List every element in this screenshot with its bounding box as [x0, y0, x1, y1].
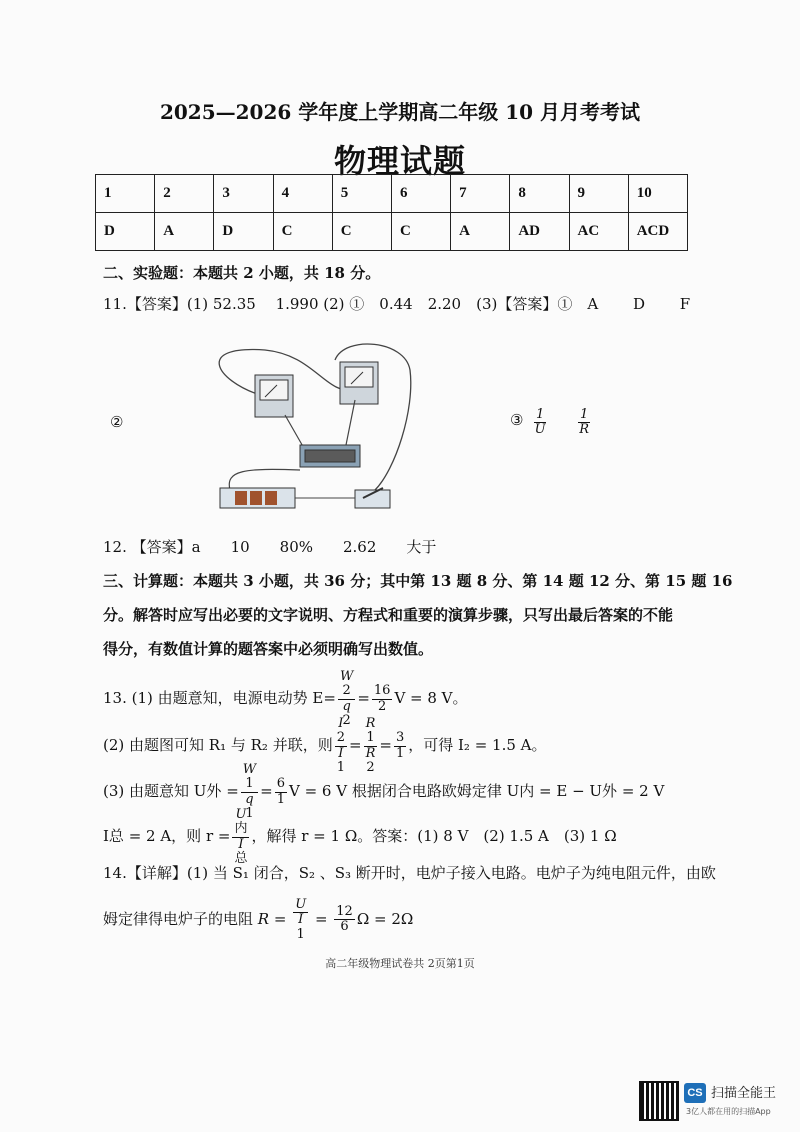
- table-cell: C: [273, 213, 332, 251]
- frac-numerator: 1: [536, 407, 545, 422]
- table-cell: 9: [569, 175, 628, 213]
- table-cell: C: [332, 213, 391, 251]
- section2-heading: 二、实验题：本题共 2 小题，共 18 分。: [103, 264, 381, 282]
- q11-circle-3: ③: [510, 411, 524, 429]
- table-cell: 5: [332, 175, 391, 213]
- fraction-1-over-u: [532, 408, 548, 438]
- table-cell: A: [451, 213, 510, 251]
- q13-part1: 13. (1) 由题意知，电源电动势 E= W 2 q 2 = $\frac{16}{2}$ V = 8 V。: [103, 669, 468, 728]
- camscanner-logo-icon: CS: [684, 1083, 706, 1103]
- table-cell: ACD: [628, 213, 687, 251]
- circuit-diagram: [205, 340, 430, 520]
- fraction-1-over-r: [576, 408, 592, 438]
- camscanner-tagline: 3亿人都在用的扫描App: [686, 1107, 771, 1116]
- subject-title: 物理试题: [333, 142, 466, 180]
- section3-heading-line3: 得分，有数值计算的题答案中必须明确写出数值。: [103, 640, 434, 658]
- section3-heading-line1: 三、计算题：本题共 3 小题，共 36 分；其中第 13 题 8 分、第 14 题 12 分、第 15 题 16: [103, 572, 733, 590]
- answer-number-row: [96, 175, 688, 213]
- table-cell: D: [96, 213, 155, 251]
- table-cell: 1: [96, 175, 155, 213]
- table-cell: C: [391, 213, 450, 251]
- table-cell: 2: [155, 175, 214, 213]
- q13-part1-suffix: V = 8 V。: [394, 689, 468, 708]
- section3-heading-line2: 分。解答时应写出必要的文字说明、方程式和重要的演算步骤，只写出最后答案的不能: [103, 606, 674, 624]
- q13-part1-prefix: 13. (1) 由题意知，电源电动势 E=: [103, 689, 336, 708]
- q13-part4-prefix: I总 = 2 A，则 r =: [103, 827, 231, 846]
- answer-letter-row: [96, 213, 688, 251]
- qr-code-icon: [639, 1081, 679, 1121]
- q13-part3: (3) 由题意知 U外 = W 1 q 1 = $\frac{6}{1}$ V = 6 V 根据闭合电路欧姆定律 U内 = E − U外 = 2 V: [103, 762, 665, 821]
- q13-part4: I总 = 2 A，则 r = U 内 I 总 ，解得 r = 1 Ω。答案：(1) 8 V (2) 1.5 A (3) 1 Ω: [103, 807, 617, 866]
- frac-denominator: R: [579, 422, 590, 438]
- camscanner-app-name: 扫描全能王: [711, 1086, 777, 1101]
- table-cell: 3: [214, 175, 273, 213]
- table-cell: 4: [273, 175, 332, 213]
- frac-numerator: 1: [580, 407, 589, 422]
- table-cell: 8: [510, 175, 569, 213]
- table-cell: D: [214, 213, 273, 251]
- table-cell: 10: [628, 175, 687, 213]
- q11-answer-line: 11.【答案】(1) 52.35 1.990 (2) ① 0.44 2.20 (3)【答案】① A D F: [103, 295, 691, 313]
- q14-line2-prefix: 姆定律得电炉子的电阻: [103, 909, 254, 928]
- q13-part2-prefix: (2) 由题图可知 R₁ 与 R₂ 并联，则: [103, 736, 333, 755]
- q13-part3-suffix: V = 6 V 根据闭合电路欧姆定律 U内 = E − U外 = 2 V: [289, 782, 665, 801]
- q13-part2-suffix: ，可得 I₂ = 1.5 A。: [408, 736, 547, 755]
- q13-part3-prefix: (3) 由题意知 U外 =: [103, 782, 239, 801]
- page-footer: 高二年级物理试卷共 2页第1页: [325, 957, 475, 970]
- table-cell: 7: [451, 175, 510, 213]
- q14-line1: 14.【详解】(1) 当 S₁ 闭合，S₂ 、S₃ 断开时，电炉子接入电路。电炉子为纯电阻元件，由欧: [103, 864, 716, 882]
- exam-title: 2025—2026 学年度上学期高二年级 10 月月考考试: [159, 100, 641, 124]
- q13-part4-suffix: ，解得 r = 1 Ω。答案：(1) 8 V (2) 1.5 A (3) 1 Ω: [251, 827, 617, 846]
- q12-answer-line: 12. 【答案】a 10 80% 2.62 大于: [103, 538, 437, 556]
- q14-line2-suffix: Ω = 2Ω: [356, 909, 414, 928]
- frac-denominator: U: [534, 422, 546, 438]
- q14-line2: 姆定律得电炉子的电阻 R = U I 1 = $\frac{12}{6}$ Ω = 2Ω: [103, 897, 414, 942]
- table-cell: A: [155, 213, 214, 251]
- q13-part2: (2) 由题图可知 R₁ 与 R₂ 并联，则 I 2 I 1 = R 1 R 2 = $\frac{3}{1}$ ，可得 I₂ = 1.5 A。: [103, 716, 547, 775]
- table-cell: 6: [391, 175, 450, 213]
- q11-circle-2: ②: [110, 413, 124, 431]
- answer-table: [95, 174, 688, 251]
- table-cell: AD: [510, 213, 569, 251]
- table-cell: AC: [569, 213, 628, 251]
